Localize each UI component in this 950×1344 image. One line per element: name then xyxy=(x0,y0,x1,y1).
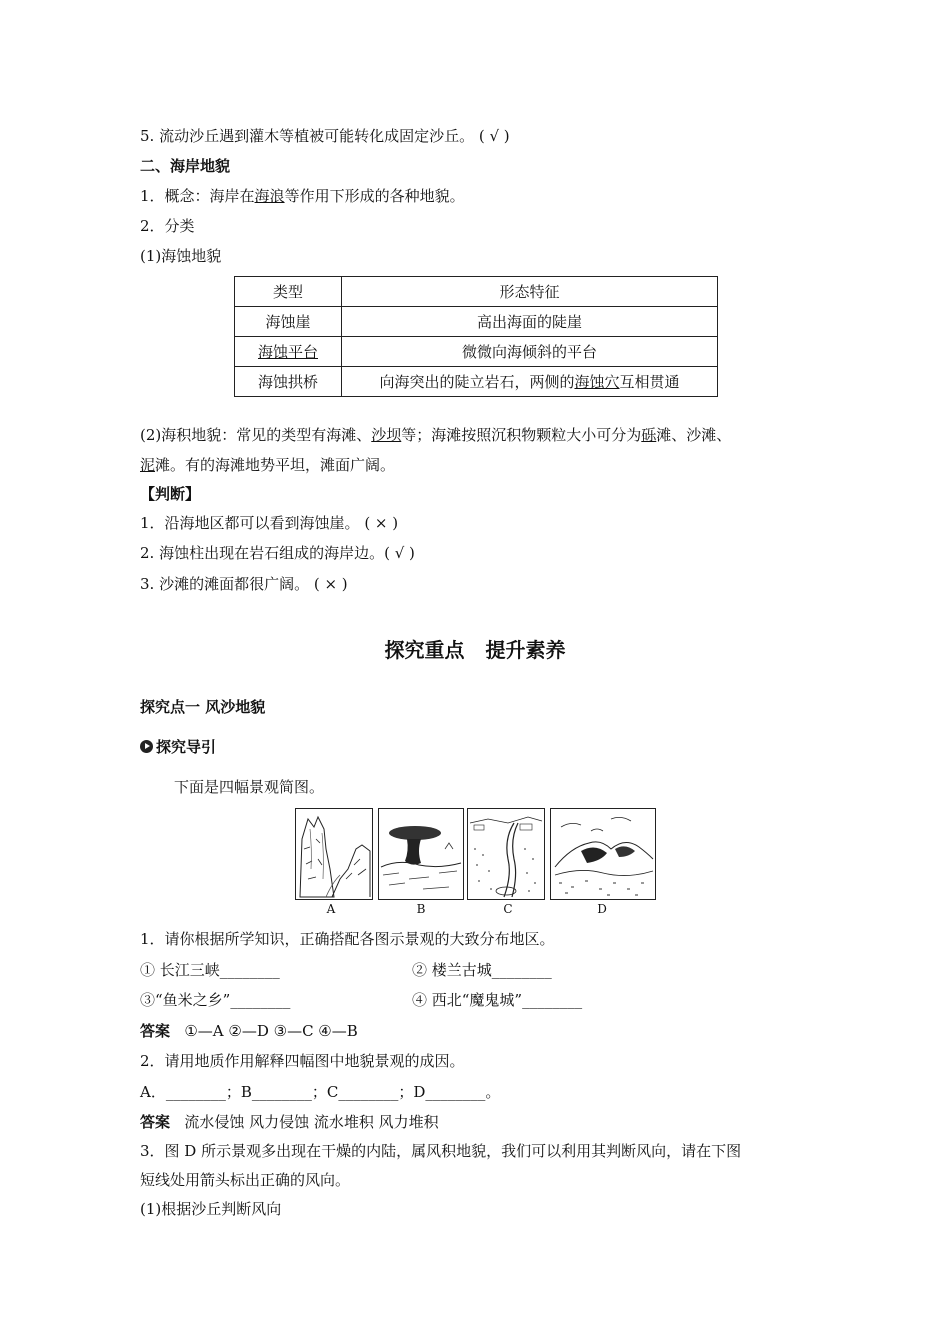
table-row xyxy=(235,367,718,397)
judge-item: 3. 沙滩的滩面都很广阔。 ( × ) xyxy=(140,575,348,593)
table-cell-type xyxy=(235,337,342,367)
answer-1 xyxy=(140,1021,358,1041)
judge-item: 1．沿海地区都可以看到海蚀崖。 ( × ) xyxy=(140,514,399,532)
river-plain-illustration xyxy=(468,809,544,899)
question-3-line-2: 短线处用箭头标出正确的风向。 xyxy=(140,1171,351,1189)
concept-suffix: 等作用下形成的各种地貌。 xyxy=(284,187,465,205)
concept-prefix: 1．概念：海岸在 xyxy=(140,187,255,205)
question-2-blanks: A．________；B________；C________；D________。 xyxy=(140,1083,501,1101)
answer-text: 流水侵蚀 风力侵蚀 流水堆积 风力堆积 xyxy=(184,1113,439,1131)
figure-label-c: C xyxy=(503,902,513,916)
deposition-prefix: (2)海积地貌：常见的类型有海滩、 xyxy=(140,426,372,444)
judge-item-5: 5. 流动沙丘遇到灌木等植被可能转化成固定沙丘。 ( √ ) xyxy=(140,127,510,145)
deposition-underline-1: 沙坝 xyxy=(371,426,402,444)
subheading-erosion: (1)海蚀地貌 xyxy=(140,247,222,265)
table-cell-feature: 高出海面的陡崖 xyxy=(342,307,718,337)
question-1-option: ① 长江三峡________ xyxy=(140,961,280,979)
table-row xyxy=(235,307,718,337)
desert-dune-illustration xyxy=(551,809,655,899)
gorge-illustration xyxy=(296,809,372,899)
classify-line: 2．分类 xyxy=(140,217,195,235)
deposition-mid: 等；海滩按照沉积物颗粒大小可分为 xyxy=(401,426,642,444)
deposition-mid-2: 滩、沙滩、 xyxy=(656,426,732,444)
table-cell-feature xyxy=(342,367,718,397)
question-1-option: ④ 西北“魔鬼城”________ xyxy=(412,991,583,1009)
guide-heading xyxy=(140,737,216,757)
question-1-option: ③“鱼米之乡”________ xyxy=(140,991,291,1009)
landscape-figure-a xyxy=(295,808,373,900)
question-3-line-1: 3．图 D 所示景观多出现在干燥的内陆，属风积地貌，我们可以利用其判断风向，请在下图 xyxy=(140,1142,742,1160)
feature-prefix: 向海突出的陡立岩石，两侧的 xyxy=(379,372,575,391)
feature-underline: 海蚀穴 xyxy=(574,372,620,391)
concept-underline: 海浪 xyxy=(254,187,285,205)
table-cell-type: 海蚀崖 xyxy=(235,307,342,337)
answer-label: 答案 xyxy=(140,1113,171,1131)
landscape-figure-d xyxy=(550,808,656,900)
question-3-sub-1: (1)根据沙丘判断风向 xyxy=(140,1200,282,1218)
table-cell-feature: 微微向海倾斜的平台 xyxy=(342,337,718,367)
judge-heading: 【判断】 xyxy=(140,485,201,503)
feature-suffix: 互相贯通 xyxy=(619,372,680,391)
guide-title: 探究导引 xyxy=(156,738,217,756)
table-cell-type-underline: 海蚀平台 xyxy=(257,342,318,361)
deposition-underline-3: 泥 xyxy=(140,456,156,474)
table-header-feature: 形态特征 xyxy=(342,277,718,307)
figure-label-b: B xyxy=(416,902,426,916)
erosion-landform-table xyxy=(234,276,718,397)
section-heading-coastal: 二、海岸地貌 xyxy=(140,157,231,175)
answer-label: 答案 xyxy=(140,1022,171,1040)
question-1-option: ② 楼兰古城________ xyxy=(412,961,552,979)
explore-point-title: 探究点一 风沙地貌 xyxy=(140,698,266,716)
deposition-line-1 xyxy=(140,425,731,445)
deposition-underline-2: 砾 xyxy=(641,426,657,444)
judge-item: 2. 海蚀柱出现在岩石组成的海岸边。( √ ) xyxy=(140,544,415,562)
play-circle-icon xyxy=(140,740,153,753)
figure-label-d: D xyxy=(597,902,607,916)
mushroom-rock-illustration xyxy=(379,809,463,899)
question-1: 1．请你根据所学知识，正确搭配各图示景观的大致分布地区。 xyxy=(140,930,555,948)
table-header-row xyxy=(235,277,718,307)
figure-label-a: A xyxy=(326,902,336,916)
answer-text: ①—A ②—D ③—C ④—B xyxy=(184,1022,358,1040)
landscape-figure-c xyxy=(467,808,545,900)
landscape-figure-b xyxy=(378,808,464,900)
section-title: 探究重点 提升素养 xyxy=(384,638,566,662)
table-cell-type: 海蚀拱桥 xyxy=(235,367,342,397)
deposition-line-2 xyxy=(140,455,395,475)
deposition-suffix: 滩。有的海滩地势平坦，滩面广阔。 xyxy=(155,456,396,474)
question-2: 2．请用地质作用解释四幅图中地貌景观的成因。 xyxy=(140,1052,465,1070)
table-header-type: 类型 xyxy=(235,277,342,307)
table-row xyxy=(235,337,718,367)
concept-line xyxy=(140,186,465,206)
guide-intro: 下面是四幅景观简图。 xyxy=(174,778,325,796)
answer-2 xyxy=(140,1112,439,1132)
